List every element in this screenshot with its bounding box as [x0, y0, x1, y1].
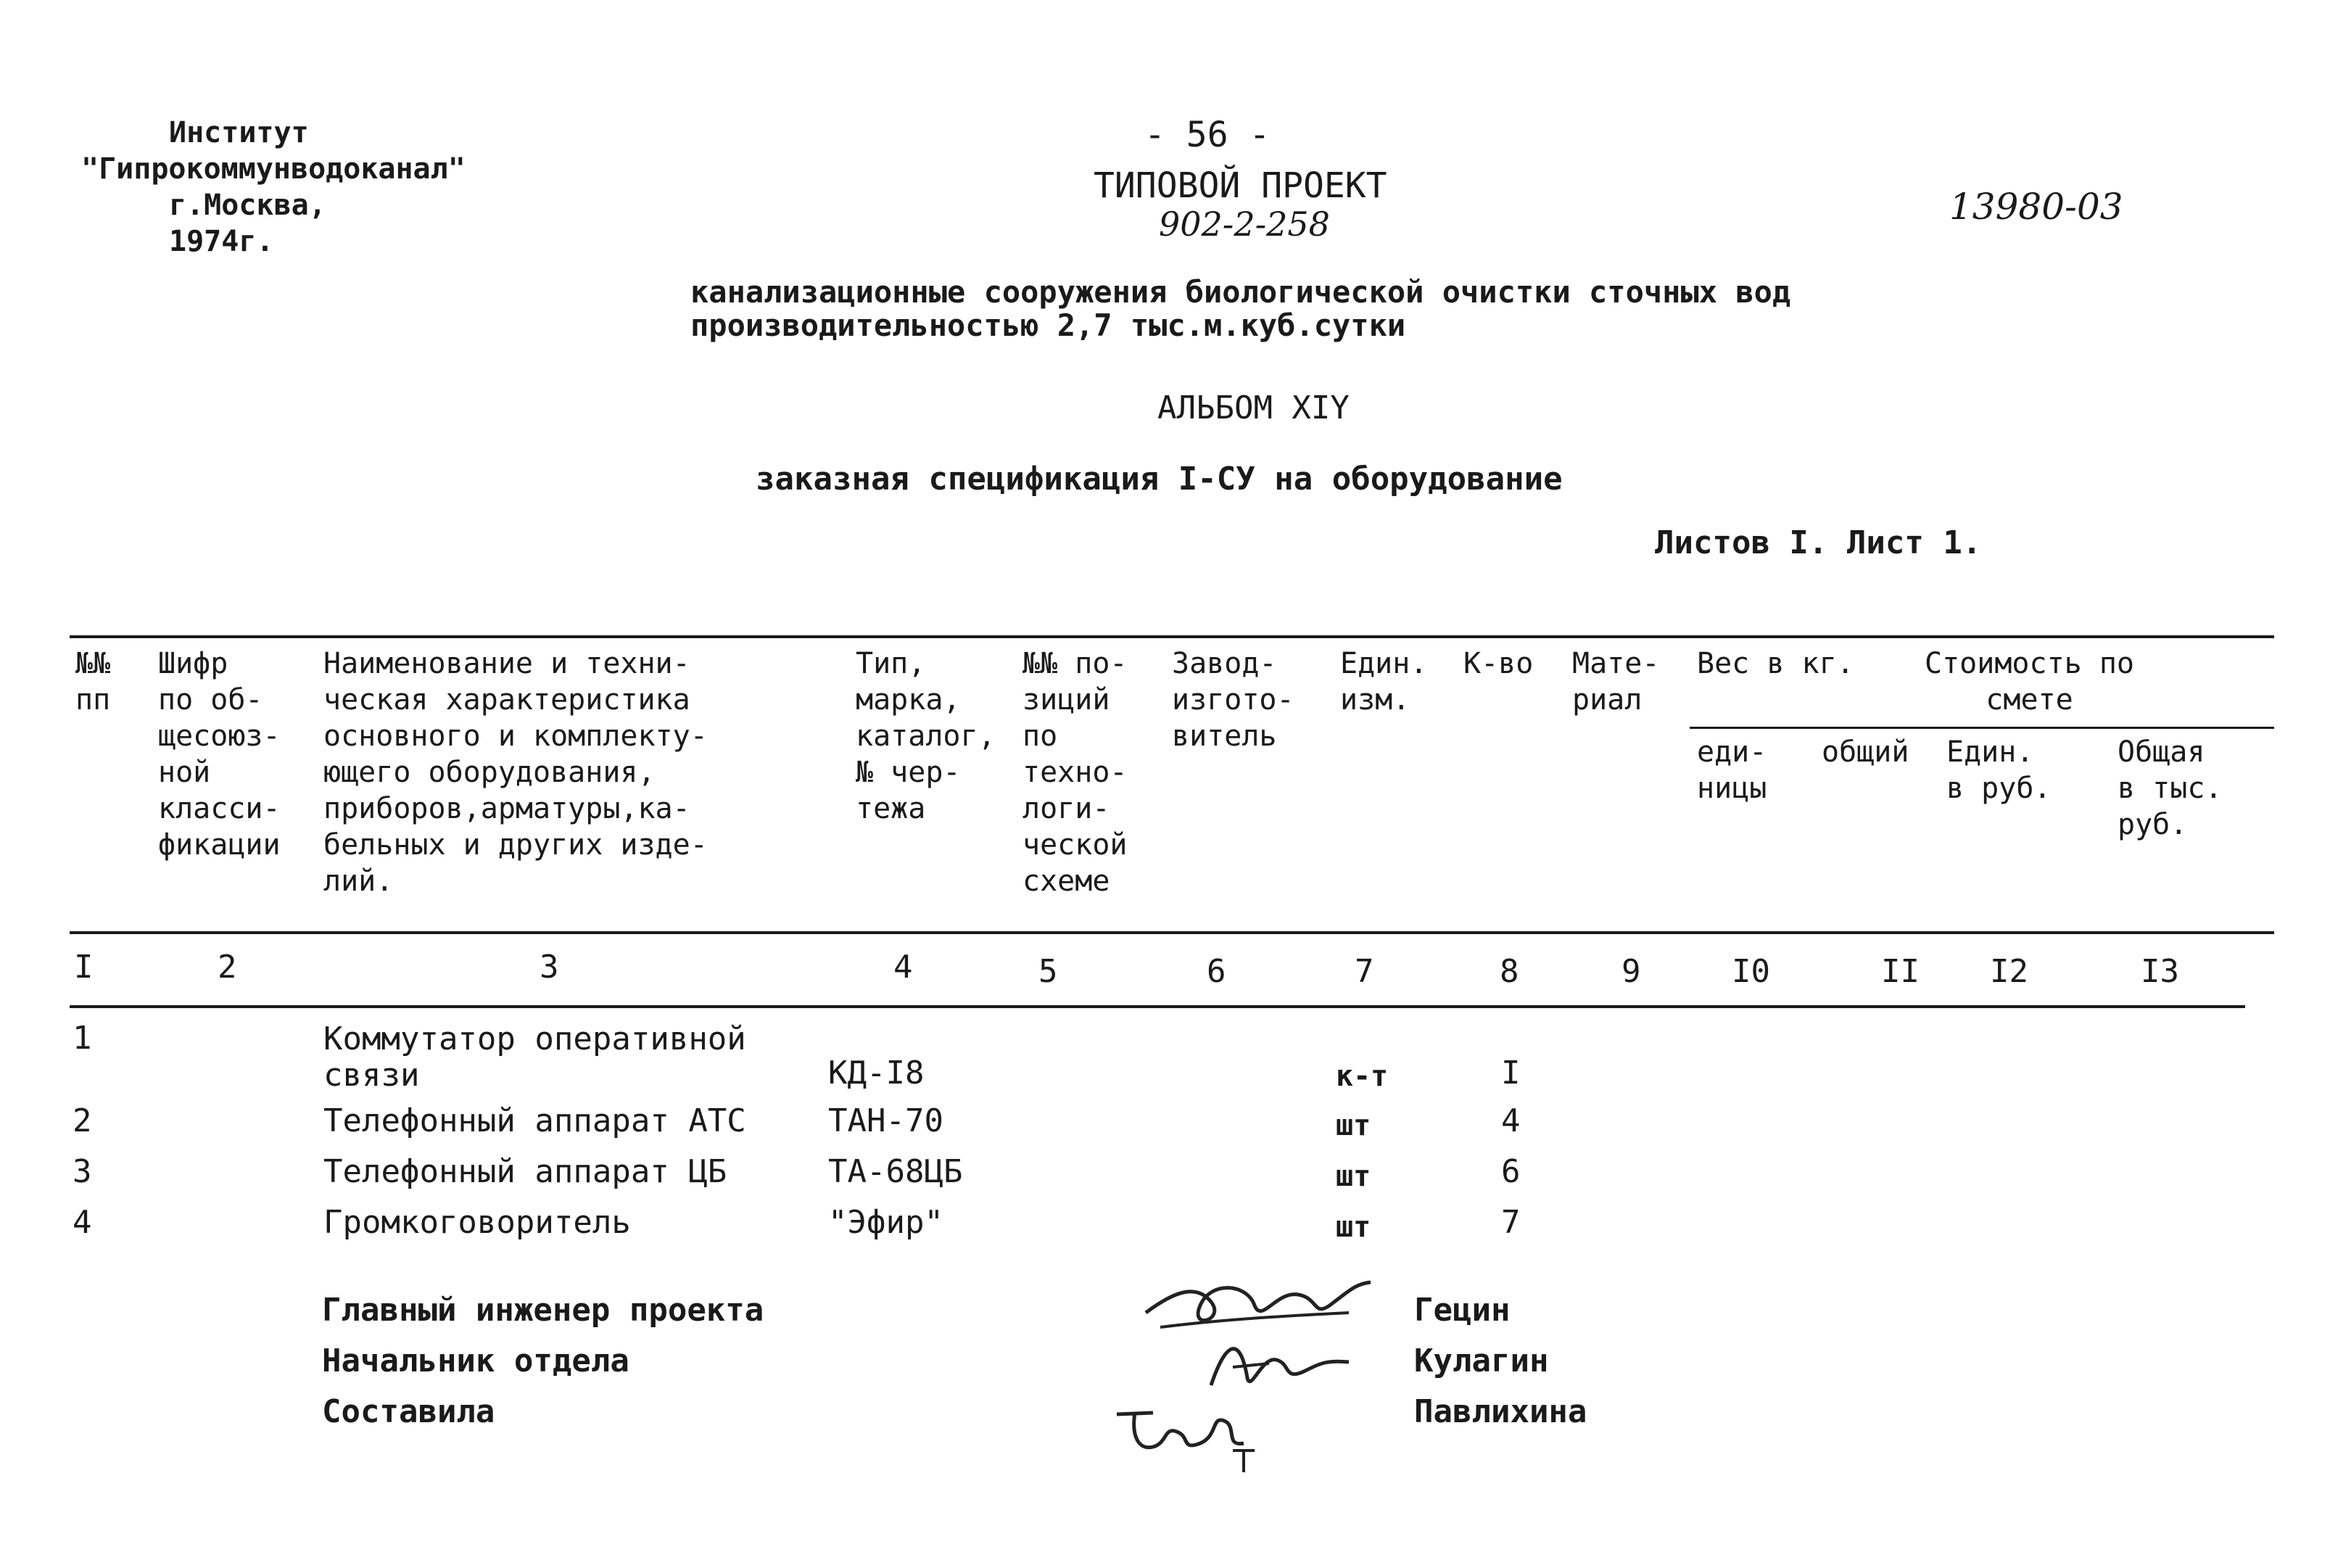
signature-name: Павлихина	[1414, 1393, 1587, 1430]
page-number: - 56 -	[1144, 115, 1271, 155]
header-col-12: Един. в руб.	[1946, 735, 2052, 805]
subject-line-2: производительностью 2,7 тыс.м.куб.сутки	[690, 308, 1406, 343]
column-number: 3	[540, 949, 559, 986]
handwritten-signature-2	[1204, 1327, 1363, 1400]
column-number: I2	[1990, 953, 2028, 990]
column-number: 7	[1355, 953, 1374, 990]
table-colnum-rule	[70, 1005, 2245, 1008]
table-row-type: "Эфир"	[828, 1204, 943, 1241]
column-number: 8	[1500, 953, 1519, 990]
header-col-10: еди- ницы	[1697, 735, 1767, 805]
header-col-4: Тип, марка, каталог, № чер- тежа	[856, 647, 996, 825]
table-row-qty: 4	[1501, 1102, 1521, 1139]
table-row-name: Телефонный аппарат ЦБ	[323, 1153, 727, 1190]
subject-line-1: канализационные сооружения биологической очистки сточных вод	[690, 274, 1791, 310]
table-row-unit: шт	[1336, 1210, 1371, 1244]
table-row-qty: 6	[1501, 1153, 1521, 1190]
table-row-qty: 7	[1501, 1204, 1521, 1241]
table-row-num: 2	[73, 1102, 92, 1139]
project-title: ТИПОВОЙ ПРОЕКТ	[1094, 165, 1387, 206]
header-col-11: общий	[1822, 735, 1909, 769]
table-row-num: 4	[73, 1204, 92, 1241]
signature-role: Начальник отдела	[322, 1342, 629, 1379]
header-col-5: №№ по- зиций по техно- логи- ческой схеме	[1023, 647, 1128, 898]
institute-line-1: Институт	[169, 116, 309, 149]
column-number: 5	[1038, 953, 1058, 990]
header-col-6: Завод- изгото- витель	[1172, 647, 1294, 753]
handwritten-signature-3	[1110, 1392, 1276, 1480]
column-number: 9	[1622, 953, 1641, 990]
table-row-name: Громкоговоритель	[323, 1204, 631, 1241]
doc-number: 13980-03	[1949, 186, 2123, 228]
header-col-13: Общая в тыс. руб.	[2118, 735, 2223, 841]
table-row-unit: шт	[1336, 1160, 1371, 1193]
header-cost-group: Стоимость по смете	[1925, 647, 2134, 717]
header-col-1: №№ пп	[75, 647, 111, 717]
header-col-8: К-во	[1463, 647, 1534, 680]
table-row-type: ТА-68ЦБ	[828, 1153, 963, 1190]
column-number: II	[1881, 953, 1920, 990]
institute-line-2: "Гипрокоммунводоканал"	[81, 152, 466, 186]
header-col-2: Шифр по об- щесоюз- ной класси- фикации	[158, 647, 281, 862]
header-weight-group: Вес в кг.	[1697, 647, 1854, 680]
table-row-num: 3	[73, 1153, 92, 1190]
institute-line-3: г.Москва,	[169, 189, 326, 222]
table-row-qty: I	[1501, 1055, 1521, 1092]
header-col-7: Един. изм.	[1340, 647, 1428, 717]
table-row-num: 1	[73, 1020, 92, 1057]
table-row-unit: шт	[1336, 1109, 1371, 1142]
table-row-name: Коммутатор оперативной связи	[323, 1020, 746, 1094]
signature-name: Гецин	[1414, 1292, 1511, 1329]
table-top-rule	[70, 635, 2274, 638]
signature-name: Кулагин	[1414, 1342, 1549, 1379]
spec-title: заказная спецификация I-СУ на оборудование	[756, 461, 1563, 498]
column-number: I	[74, 949, 94, 986]
table-row-unit: к-т	[1336, 1060, 1389, 1093]
column-number: 6	[1207, 953, 1226, 990]
table-row-name: Телефонный аппарат АТС	[323, 1102, 746, 1139]
table-row-type: КД-I8	[828, 1055, 925, 1092]
album-title: АЛЬБОМ XIY	[1157, 389, 1350, 426]
table-row-type: ТАН-70	[828, 1102, 943, 1139]
table-header-bottom-rule	[70, 931, 2274, 934]
column-number: I3	[2141, 953, 2179, 990]
sheets-count: Листов I. Лист 1.	[1655, 524, 1982, 561]
project-code: 902-2-258	[1159, 205, 1330, 244]
header-col-9: Мате- риал	[1572, 647, 1660, 717]
header-col-3: Наименование и техни- ческая характеристика основного и комплекту- ющего оборудования, приборов,арматуры,ка- бельных и других изде- лий.	[323, 647, 708, 898]
column-number: 2	[218, 949, 237, 986]
signature-role: Главный инженер проекта	[322, 1292, 764, 1329]
institute-line-4: 1974г.	[169, 225, 274, 258]
column-number: I0	[1732, 953, 1770, 990]
table-subheader-rule	[1690, 727, 2274, 729]
column-number: 4	[893, 949, 913, 986]
signature-role: Составила	[322, 1393, 495, 1430]
